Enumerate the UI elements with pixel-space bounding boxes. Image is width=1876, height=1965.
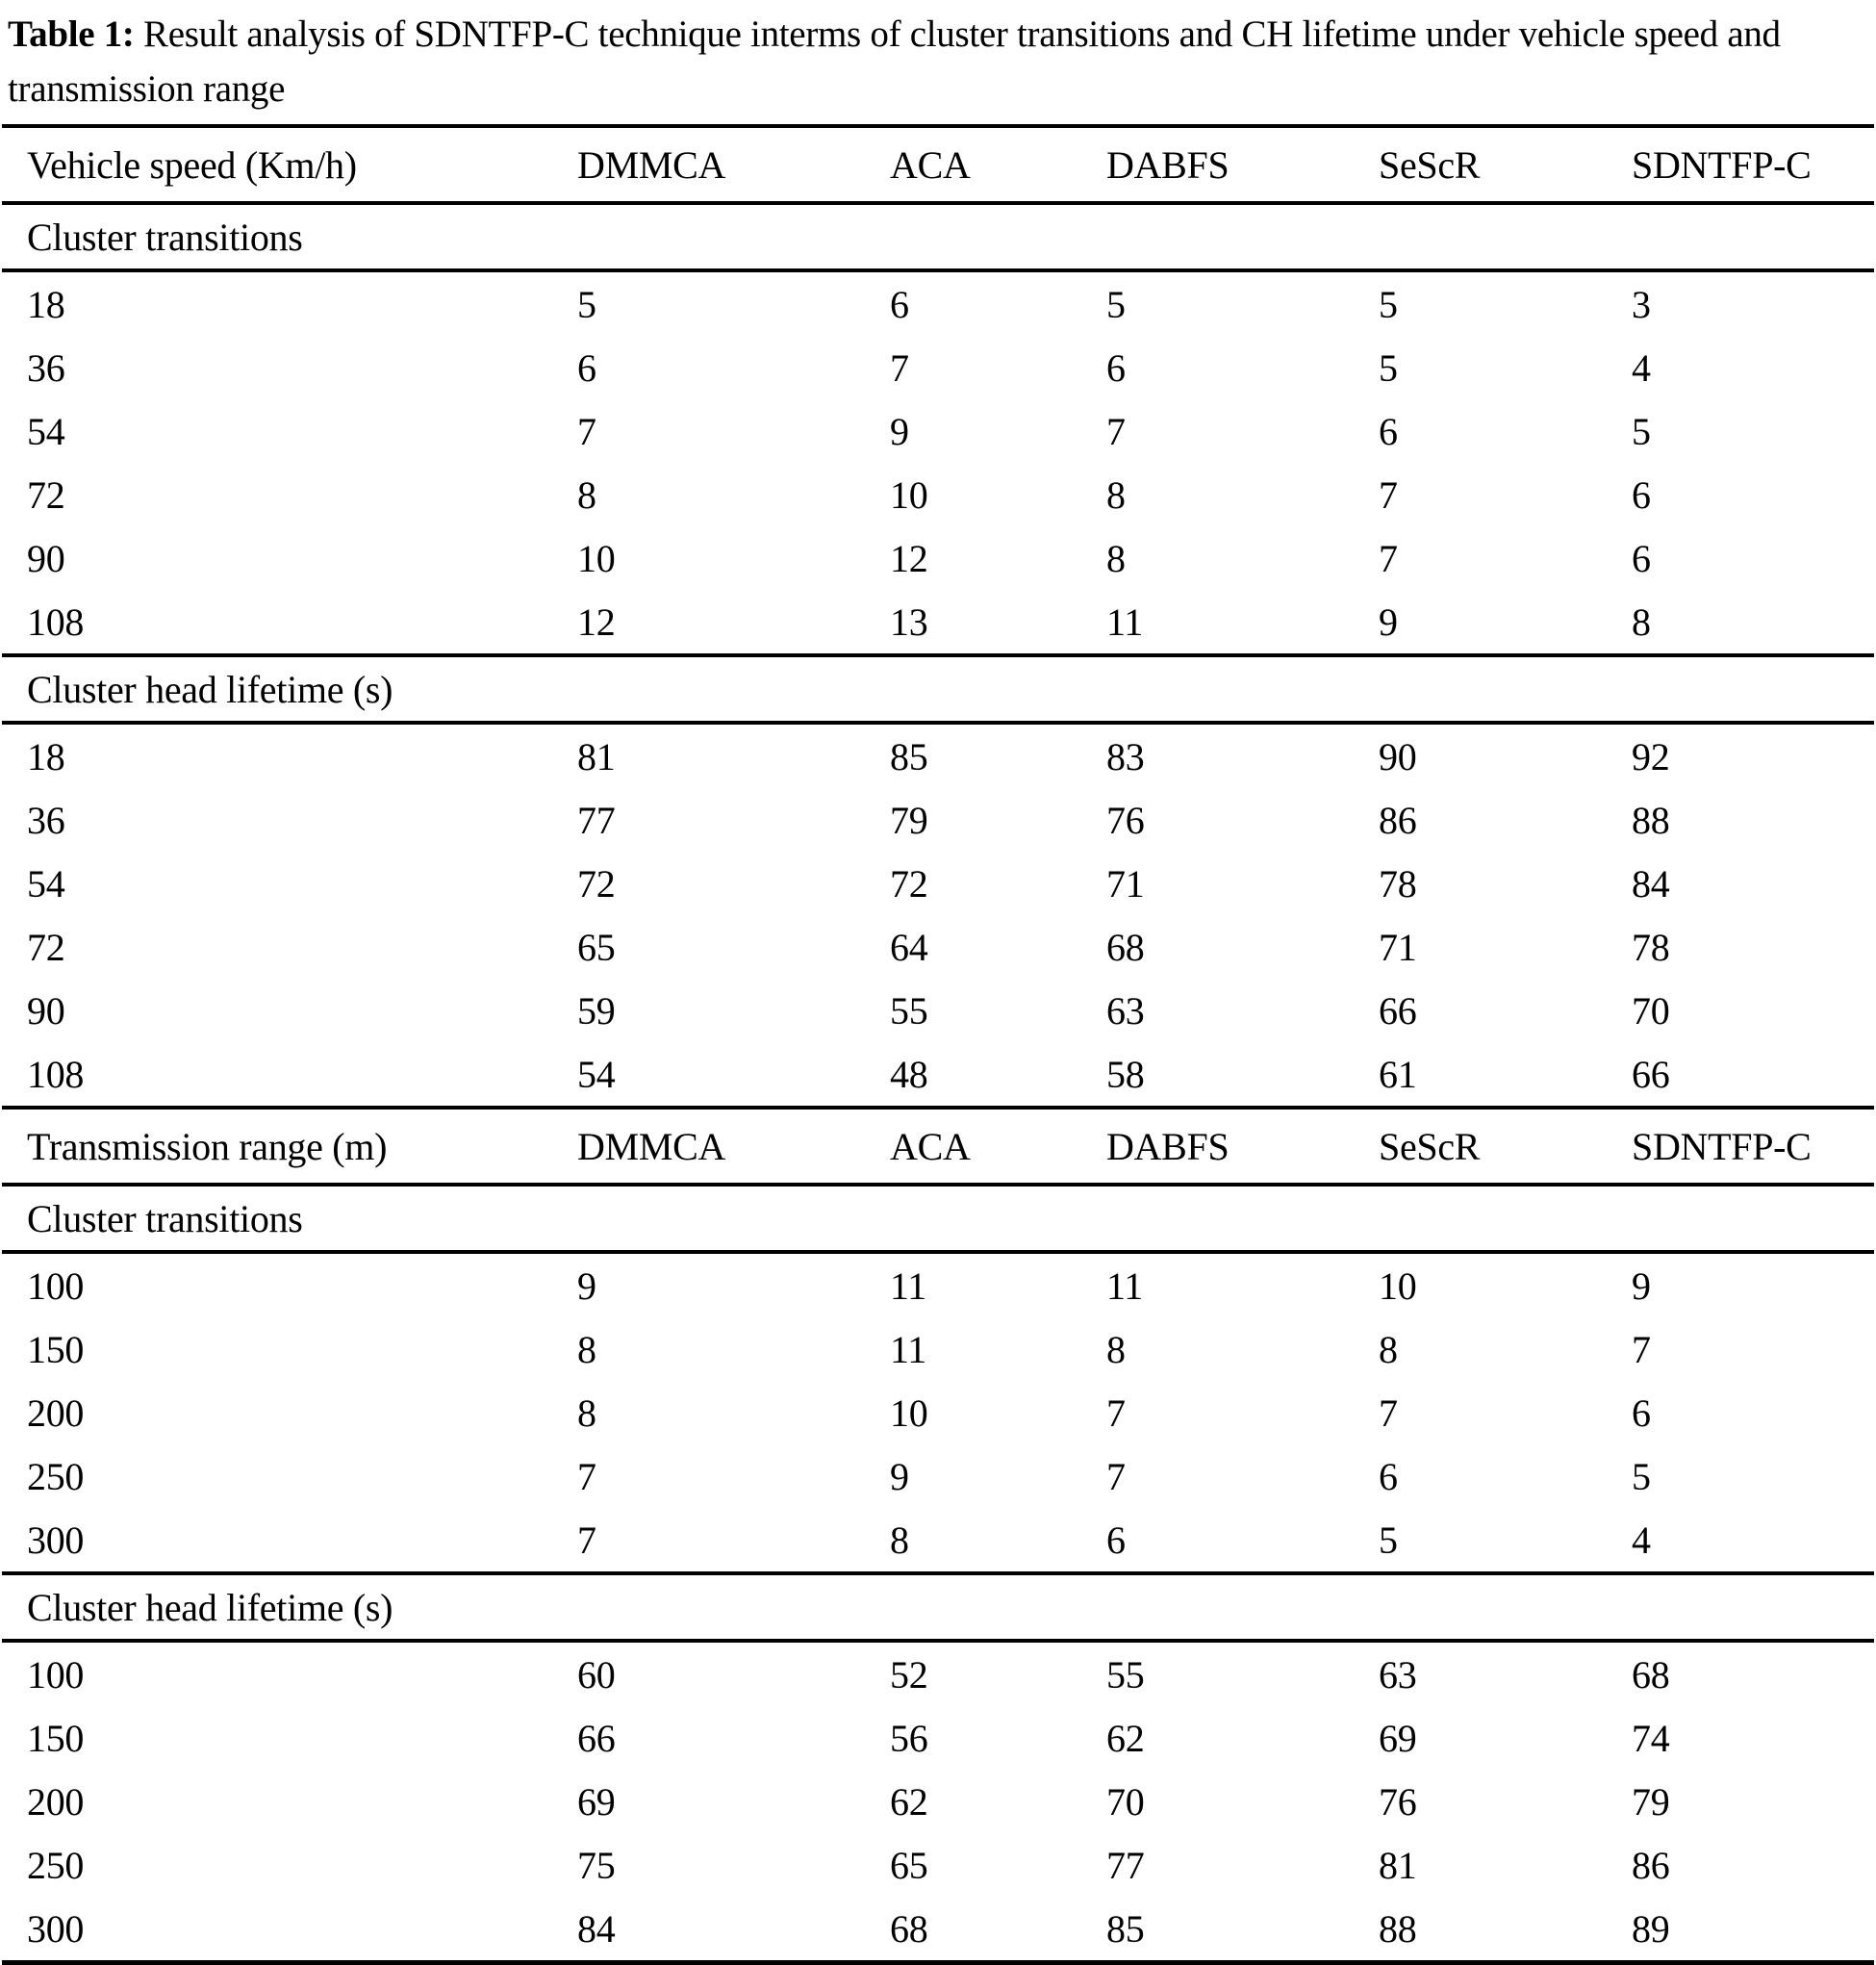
- column-header-cell: SeScR: [1379, 1124, 1481, 1168]
- value-cell: 5: [1379, 282, 1398, 326]
- value-cell: 7: [1106, 1454, 1126, 1498]
- value-cell: 78: [1632, 925, 1670, 969]
- section-title: Cluster transitions: [27, 1196, 303, 1240]
- column-header-cell: SeScR: [1379, 142, 1481, 187]
- value-cell: 7: [577, 1518, 596, 1562]
- value-cell: 11: [890, 1263, 926, 1308]
- row-label-cell: 36: [27, 345, 65, 390]
- value-cell: 68: [1632, 1652, 1670, 1697]
- table-row: [0, 852, 1876, 915]
- value-cell: 8: [1632, 600, 1651, 644]
- row-label-cell: 18: [27, 734, 65, 778]
- value-cell: 7: [577, 1454, 596, 1498]
- results-table: [0, 124, 1876, 1965]
- value-cell: 66: [1632, 1052, 1670, 1096]
- value-cell: 48: [890, 1052, 928, 1096]
- value-cell: 85: [890, 734, 928, 778]
- column-header-cell: SDNTFP-C: [1632, 1124, 1812, 1168]
- value-cell: 10: [1379, 1263, 1417, 1308]
- row-label-cell: 54: [27, 861, 65, 906]
- value-cell: 85: [1106, 1906, 1145, 1951]
- row-label-cell: 90: [27, 536, 65, 580]
- value-cell: 55: [890, 988, 928, 1033]
- row-label-cell: 18: [27, 282, 65, 326]
- value-cell: 72: [890, 861, 928, 906]
- column-header-cell: DABFS: [1106, 1124, 1230, 1168]
- row-label-cell: 200: [27, 1391, 85, 1435]
- table-row: [0, 272, 1876, 336]
- value-cell: 88: [1379, 1906, 1417, 1951]
- value-cell: 63: [1379, 1652, 1417, 1697]
- row-label-cell: 72: [27, 925, 65, 969]
- value-cell: 77: [577, 798, 616, 842]
- value-cell: 76: [1379, 1779, 1417, 1824]
- value-cell: 9: [577, 1263, 596, 1308]
- value-cell: 55: [1106, 1652, 1145, 1697]
- value-cell: 8: [577, 1327, 596, 1371]
- value-cell: 5: [1632, 409, 1651, 453]
- row-label-cell: 36: [27, 798, 65, 842]
- value-cell: 90: [1379, 734, 1417, 778]
- value-cell: 7: [1379, 472, 1398, 517]
- value-cell: 8: [890, 1518, 909, 1562]
- value-cell: 84: [577, 1906, 616, 1951]
- value-cell: 62: [1106, 1716, 1145, 1760]
- table-row: [0, 463, 1876, 526]
- value-cell: 69: [1379, 1716, 1417, 1760]
- value-cell: 66: [577, 1716, 616, 1760]
- section-title: Cluster transitions: [27, 215, 303, 259]
- value-cell: 68: [890, 1906, 928, 1951]
- row-label-cell: 200: [27, 1779, 85, 1824]
- value-cell: 84: [1632, 861, 1670, 906]
- value-cell: 89: [1632, 1906, 1670, 1951]
- value-cell: 4: [1632, 1518, 1651, 1562]
- value-cell: 10: [890, 472, 928, 517]
- value-cell: 9: [1379, 600, 1398, 644]
- row-header-cell: Transmission range (m): [27, 1124, 388, 1168]
- value-cell: 13: [890, 600, 928, 644]
- table-row: [0, 1508, 1876, 1571]
- table-row: [0, 979, 1876, 1042]
- value-cell: 62: [890, 1779, 928, 1824]
- table-row: [0, 336, 1876, 399]
- value-cell: 88: [1632, 798, 1670, 842]
- value-cell: 9: [1632, 1263, 1651, 1308]
- value-cell: 81: [1379, 1843, 1417, 1887]
- value-cell: 72: [577, 861, 616, 906]
- value-cell: 71: [1379, 925, 1417, 969]
- value-cell: 79: [1632, 1779, 1670, 1824]
- value-cell: 76: [1106, 798, 1145, 842]
- value-cell: 12: [577, 600, 616, 644]
- table-row: [0, 590, 1876, 653]
- horizontal-rule: [2, 1960, 1874, 1965]
- value-cell: 6: [577, 345, 596, 390]
- value-cell: 59: [577, 988, 616, 1033]
- table-row: [0, 915, 1876, 979]
- value-cell: 6: [1379, 409, 1398, 453]
- value-cell: 11: [890, 1327, 926, 1371]
- value-cell: 7: [577, 409, 596, 453]
- value-cell: 71: [1106, 861, 1145, 906]
- column-header-cell: DMMCA: [577, 142, 726, 187]
- value-cell: 6: [890, 282, 909, 326]
- column-header-cell: DMMCA: [577, 1124, 726, 1168]
- value-cell: 77: [1106, 1843, 1145, 1887]
- column-header-row: [0, 128, 1876, 201]
- value-cell: 5: [1632, 1454, 1651, 1498]
- value-cell: 52: [890, 1652, 928, 1697]
- value-cell: 3: [1632, 282, 1651, 326]
- value-cell: 60: [577, 1652, 616, 1697]
- value-cell: 5: [577, 282, 596, 326]
- value-cell: 7: [1106, 1391, 1126, 1435]
- value-cell: 83: [1106, 734, 1145, 778]
- value-cell: 78: [1379, 861, 1417, 906]
- value-cell: 58: [1106, 1052, 1145, 1096]
- value-cell: 8: [1106, 472, 1126, 517]
- value-cell: 7: [890, 345, 909, 390]
- value-cell: 10: [890, 1391, 928, 1435]
- section-title-row: [0, 657, 1876, 721]
- table-row: [0, 1254, 1876, 1317]
- column-header-cell: ACA: [890, 142, 971, 187]
- table-row: [0, 1643, 1876, 1706]
- row-label-cell: 250: [27, 1843, 85, 1887]
- value-cell: 66: [1379, 988, 1417, 1033]
- column-header-cell: SDNTFP-C: [1632, 142, 1812, 187]
- row-label-cell: 250: [27, 1454, 85, 1498]
- row-label-cell: 100: [27, 1263, 85, 1308]
- value-cell: 8: [577, 472, 596, 517]
- value-cell: 11: [1106, 1263, 1143, 1308]
- row-label-cell: 90: [27, 988, 65, 1033]
- caption-text: Result analysis of SDNTFP-C technique interms of cluster transitions and CH lifetime under vehicle speed and transmission range: [8, 13, 1781, 110]
- value-cell: 70: [1106, 1779, 1145, 1824]
- value-cell: 56: [890, 1716, 928, 1760]
- table-row: [0, 1381, 1876, 1444]
- value-cell: 6: [1106, 1518, 1126, 1562]
- value-cell: 86: [1632, 1843, 1670, 1887]
- row-label-cell: 72: [27, 472, 65, 517]
- value-cell: 79: [890, 798, 928, 842]
- row-label-cell: 54: [27, 409, 65, 453]
- row-label-cell: 150: [27, 1327, 85, 1371]
- column-header-cell: ACA: [890, 1124, 971, 1168]
- value-cell: 7: [1106, 409, 1126, 453]
- value-cell: 75: [577, 1843, 616, 1887]
- value-cell: 74: [1632, 1716, 1670, 1760]
- table-row: [0, 526, 1876, 590]
- row-label-cell: 300: [27, 1906, 85, 1951]
- section-title-row: [0, 1575, 1876, 1639]
- caption-label: Table 1:: [8, 13, 135, 55]
- row-label-cell: 108: [27, 600, 85, 644]
- value-cell: 6: [1106, 345, 1126, 390]
- table-row: [0, 1042, 1876, 1106]
- table-row: [0, 399, 1876, 463]
- value-cell: 7: [1632, 1327, 1651, 1371]
- value-cell: 6: [1632, 1391, 1651, 1435]
- column-header-cell: DABFS: [1106, 142, 1230, 187]
- value-cell: 5: [1379, 1518, 1398, 1562]
- value-cell: 12: [890, 536, 928, 580]
- value-cell: 65: [577, 925, 616, 969]
- row-label-cell: 300: [27, 1518, 85, 1562]
- row-label-cell: 100: [27, 1652, 85, 1697]
- value-cell: 6: [1632, 536, 1651, 580]
- table-caption: [0, 6, 1876, 116]
- row-header-cell: Vehicle speed (Km/h): [27, 142, 357, 187]
- value-cell: 86: [1379, 798, 1417, 842]
- column-header-row: [0, 1110, 1876, 1183]
- table-row: [0, 1770, 1876, 1833]
- table-row: [0, 725, 1876, 788]
- value-cell: 63: [1106, 988, 1145, 1033]
- value-cell: 6: [1632, 472, 1651, 517]
- table-row: [0, 788, 1876, 852]
- value-cell: 7: [1379, 536, 1398, 580]
- value-cell: 4: [1632, 345, 1651, 390]
- section-title-row: [0, 1187, 1876, 1250]
- section-title: Cluster head lifetime (s): [27, 1585, 393, 1629]
- table-row: [0, 1833, 1876, 1897]
- row-label-cell: 150: [27, 1716, 85, 1760]
- section-title: Cluster head lifetime (s): [27, 667, 393, 711]
- value-cell: 61: [1379, 1052, 1417, 1096]
- value-cell: 7: [1379, 1391, 1398, 1435]
- value-cell: 11: [1106, 600, 1143, 644]
- value-cell: 8: [1106, 1327, 1126, 1371]
- value-cell: 64: [890, 925, 928, 969]
- value-cell: 8: [577, 1391, 596, 1435]
- value-cell: 81: [577, 734, 616, 778]
- value-cell: 8: [1379, 1327, 1398, 1371]
- value-cell: 5: [1379, 345, 1398, 390]
- table-row: [0, 1317, 1876, 1381]
- value-cell: 68: [1106, 925, 1145, 969]
- section-title-row: [0, 205, 1876, 268]
- table-row: [0, 1444, 1876, 1508]
- value-cell: 10: [577, 536, 616, 580]
- value-cell: 69: [577, 1779, 616, 1824]
- value-cell: 65: [890, 1843, 928, 1887]
- value-cell: 6: [1379, 1454, 1398, 1498]
- value-cell: 54: [577, 1052, 616, 1096]
- table-row: [0, 1706, 1876, 1770]
- value-cell: 5: [1106, 282, 1126, 326]
- value-cell: 70: [1632, 988, 1670, 1033]
- table-row: [0, 1897, 1876, 1960]
- value-cell: 9: [890, 409, 909, 453]
- value-cell: 92: [1632, 734, 1670, 778]
- value-cell: 8: [1106, 536, 1126, 580]
- row-label-cell: 108: [27, 1052, 85, 1096]
- value-cell: 9: [890, 1454, 909, 1498]
